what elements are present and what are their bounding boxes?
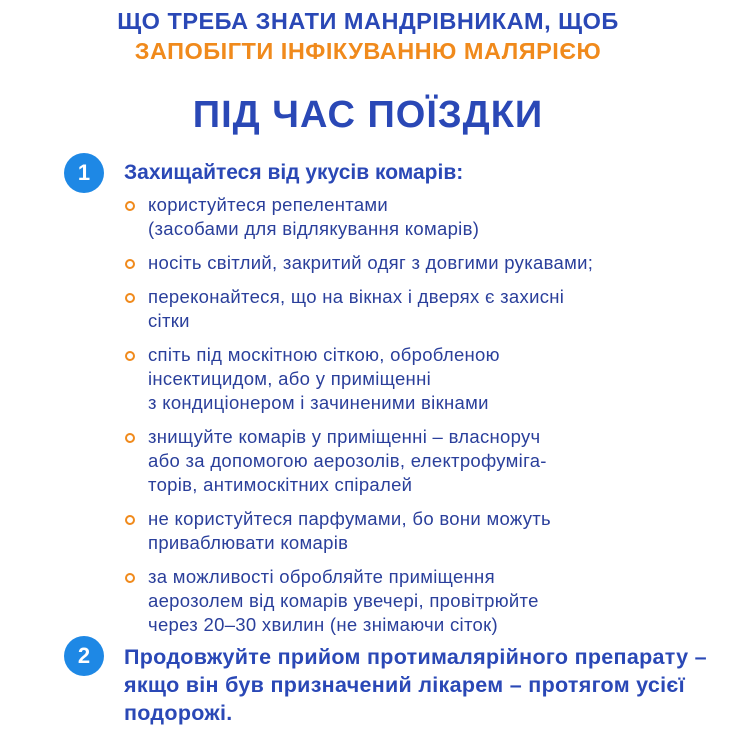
point-1-bullet-list	[124, 193, 724, 637]
bullet-circle-icon	[125, 259, 135, 269]
point-2-heading: Продовжуйте прийом протималярійного препарату – якщо він був призначений лікарем – протягом усієї подорожі.	[124, 645, 707, 725]
bullet-text: спіть під москітною сіткою, обробленою інсектицидом, або у приміщенні з кондиціонером і зачиненими вікнами	[148, 344, 500, 413]
bullet-text: за можливості обробляйте приміщення аерозолем від комарів увечері, провітрюйте через 20–30 хвилин (не знімаючи сіток)	[148, 566, 539, 635]
bullet-text: не користуйтеся парфумами, бо вони можуть приваблювати комарів	[148, 508, 551, 553]
bullet-item-kill-mosquitoes	[124, 425, 724, 497]
bullet-text: переконайтеся, що на вікнах і дверях є захисні сітки	[148, 286, 565, 331]
bullet-circle-icon	[125, 515, 135, 525]
point-1-number-badge	[64, 153, 104, 193]
header	[0, 6, 736, 66]
bullet-item-aerosol-treatment	[124, 565, 724, 637]
bullet-item-clothing	[124, 251, 724, 275]
bullet-circle-icon	[125, 351, 135, 361]
bullet-circle-icon	[125, 433, 135, 443]
bullet-circle-icon	[125, 201, 135, 211]
bullet-item-mosquito-net	[124, 343, 724, 415]
bullet-text: знищуйте комарів у приміщенні – власноруч або за допомогою аерозолів, електрофуміга- торів, антимоскітних спіралей	[148, 426, 547, 495]
bullet-circle-icon	[125, 573, 135, 583]
bullet-item-no-perfume	[124, 507, 724, 555]
section-title: ПІД ЧАС ПОЇЗДКИ	[192, 94, 544, 136]
point-2-number: 2	[77, 643, 91, 668]
point-2-number-badge	[64, 636, 104, 676]
page-title-line-1: ЩО ТРЕБА ЗНАТИ МАНДРІВНИКАМ, ЩОБ	[117, 8, 619, 34]
page-title-line-2: ЗАПОБІГТИ ІНФІКУВАННЮ МАЛЯРІЄЮ	[134, 38, 602, 64]
bullet-item-repellents	[124, 193, 724, 241]
bullet-circle-icon	[125, 293, 135, 303]
bullet-text: носіть світлий, закритий одяг з довгими рукавами;	[148, 252, 594, 273]
point-1-number: 1	[77, 160, 91, 185]
bullet-text: користуйтеся репелентами (засобами для відлякування комарів)	[148, 194, 480, 239]
bullet-item-window-nets	[124, 285, 724, 333]
point-1-heading: Захищайтеся від укусів комарів:	[124, 161, 464, 184]
